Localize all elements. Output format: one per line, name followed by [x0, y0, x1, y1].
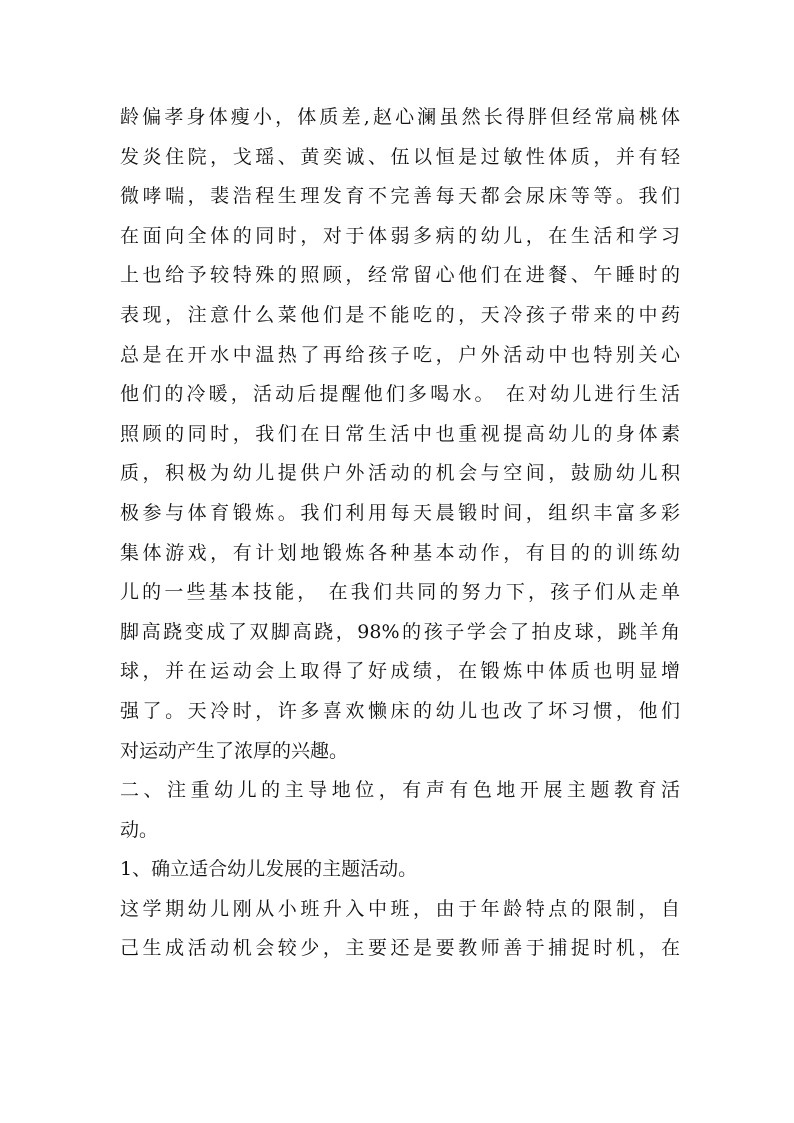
text-line: 表现，注意什么菜他们是不能吃的，天冷孩子带来的中药	[120, 303, 680, 326]
text-line: 质，积极为幼儿提供户外活动的机会与空间，鼓励幼儿积	[120, 462, 680, 485]
text-line: 球，并在运动会上取得了好成绩，在锻炼中体质也明显增	[120, 660, 680, 683]
text-line: 龄偏孝身体瘦小，体质差,赵心澜虽然长得胖但经常扁桃体	[120, 106, 680, 128]
text-line: 儿的一些基本技能， 在我们共同的努力下，孩子们从走单	[120, 581, 680, 604]
text-line: 发炎住院，戈瑶、黄奕诚、伍以恒是过敏性体质，并有轻	[120, 145, 680, 168]
section-heading-end: 动。	[120, 818, 159, 841]
text-line: 总是在开水中温热了再给孩子吃，户外活动中也特别关心	[120, 343, 680, 366]
text-line: 极参与体育锻炼。我们利用每天晨锻时间，组织丰富多彩	[120, 501, 680, 524]
section-heading-line: 二、注重幼儿的主导地位，有声有色地开展主题教育活	[120, 779, 680, 802]
text-line: 强了。天冷时，许多喜欢懒床的幼儿也改了坏习惯，他们	[120, 699, 680, 722]
text-line: 己生成活动机会较少，主要还是要教师善于捕捉时机，在	[120, 937, 680, 960]
text-line: 照顾的同时，我们在日常生活中也重视提高幼儿的身体素	[120, 422, 680, 445]
text-line: 微哮喘，裴浩程生理发育不完善每天都会尿床等等。我们	[120, 185, 680, 208]
body-text	[120, 98, 680, 969]
text-line: 这学期幼儿刚从小班升入中班，由于年龄特点的限制，自	[120, 897, 680, 920]
subheading-line: 1、确立适合幼儿发展的主题活动。	[120, 858, 418, 881]
paragraph-end-line: 对运动产生了浓厚的兴趣。	[120, 739, 349, 762]
text-line: 他们的冷暖，活动后提醒他们多喝水。 在对幼儿进行生活	[120, 383, 680, 406]
text-line: 脚高跷变成了双脚高跷，98%的孩子学会了拍皮球，跳羊角	[120, 620, 680, 643]
text-line: 集体游戏，有计划地锻炼各种基本动作，有目的的训练幼	[120, 541, 680, 564]
text-line: 上也给予较特殊的照顾，经常留心他们在进餐、午睡时的	[120, 264, 680, 287]
text-line: 在面向全体的同时，对于体弱多病的幼儿，在生活和学习	[120, 224, 680, 247]
